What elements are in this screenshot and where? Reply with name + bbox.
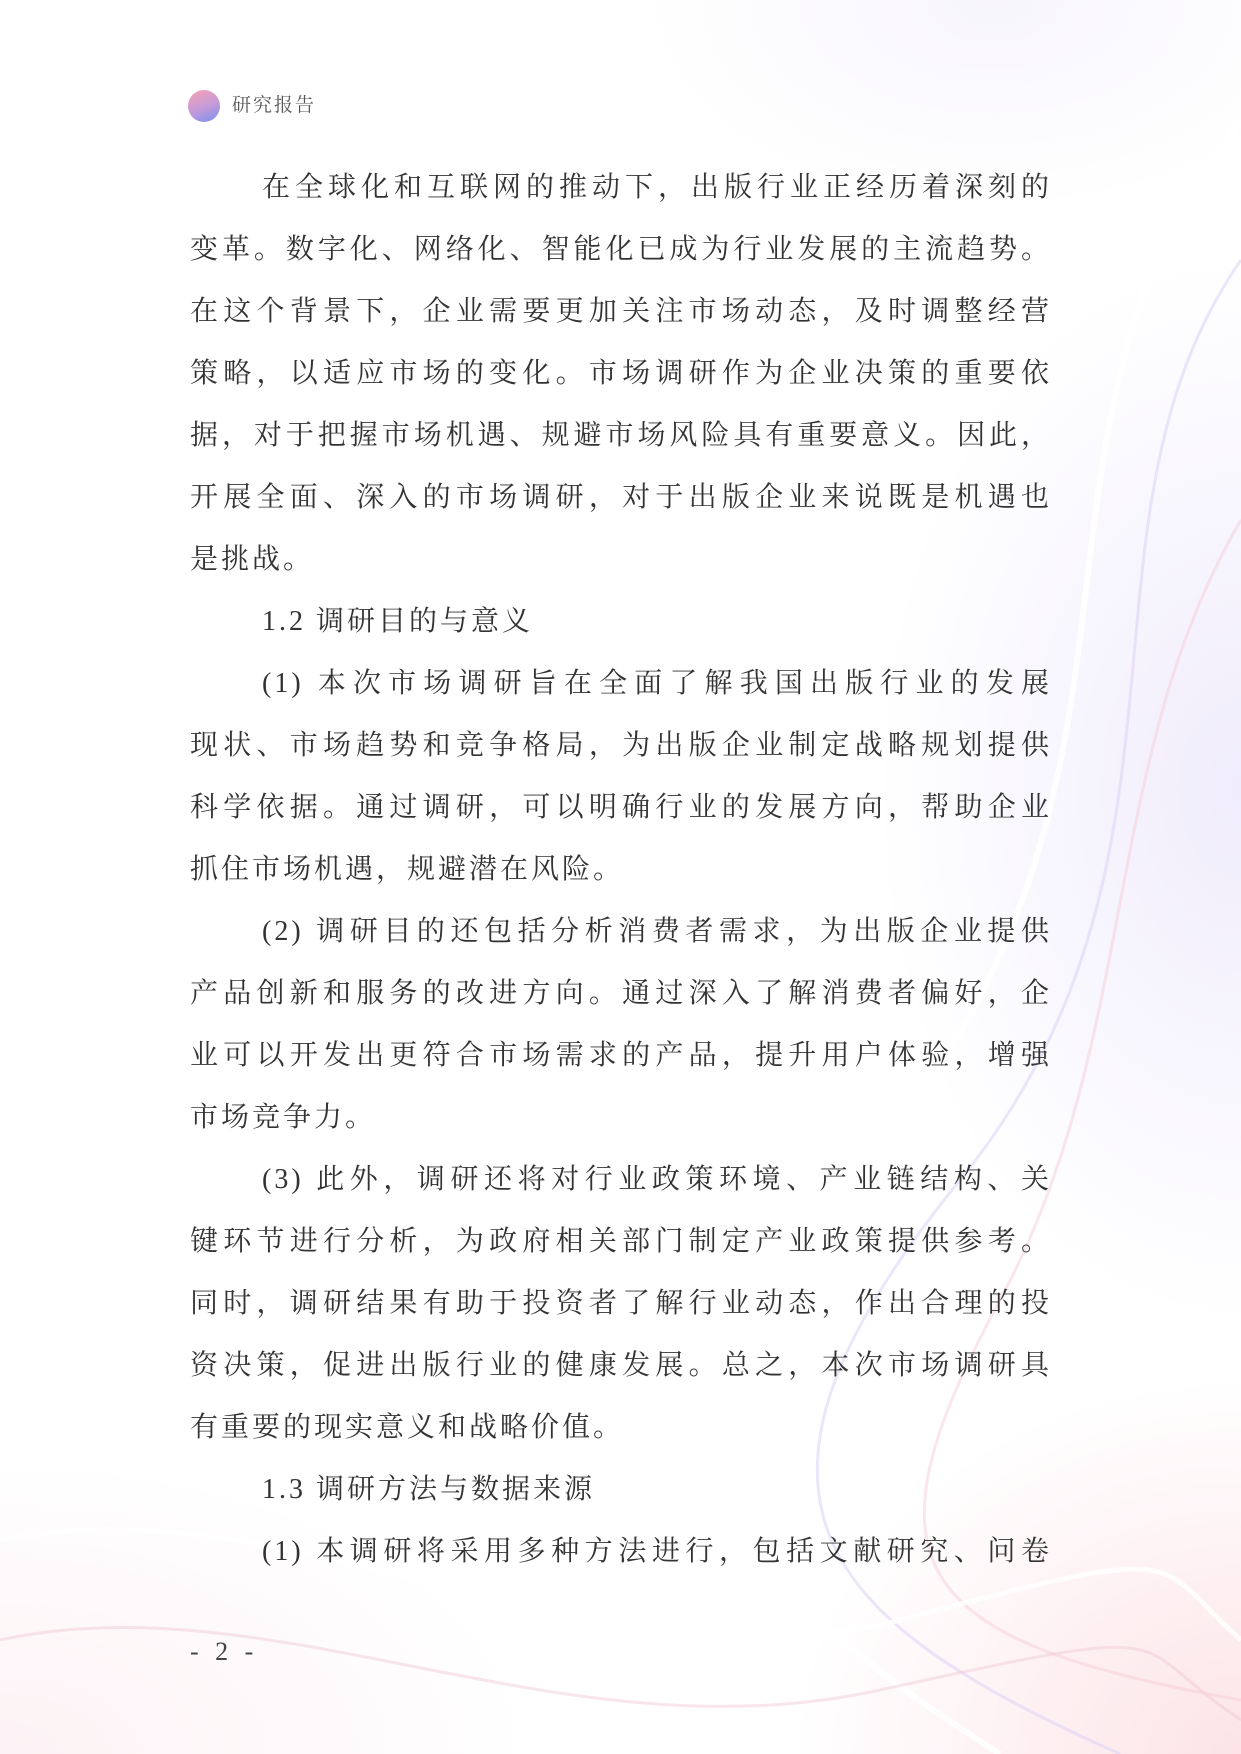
section-heading: 1.2 调研目的与意义: [262, 606, 534, 637]
text-line: 科学依据。通过调研，可以明确行业的发展方向，帮助企业: [190, 792, 1052, 823]
text-line: 变革。数字化、网络化、智能化已成为行业发展的主流趋势。: [190, 234, 1052, 265]
text-line: 开展全面、深入的市场调研，对于出版企业来说既是机遇也: [190, 482, 1052, 513]
text-line: 抓住市场机遇，规避潜在风险。: [190, 854, 625, 885]
text-line: 产品创新和服务的改进方向。通过深入了解消费者偏好，企: [190, 978, 1052, 1009]
text-line: 策略，以适应市场的变化。市场调研作为企业决策的重要依: [190, 358, 1052, 389]
text-line: 键环节进行分析，为政府相关部门制定产业政策提供参考。: [190, 1226, 1052, 1257]
section-heading: 1.3 调研方法与数据来源: [262, 1474, 596, 1505]
page-number: - 2 -: [190, 1637, 259, 1666]
gradient-circle-logo-icon: [188, 90, 220, 122]
text-line: (3) 此外，调研还将对行业政策环境、产业链结构、关: [262, 1164, 1052, 1195]
text-line: 资决策，促进出版行业的健康发展。总之，本次市场调研具: [190, 1350, 1052, 1381]
report-header-label: 研究报告: [232, 95, 317, 116]
text-line: 市场竞争力。: [190, 1102, 377, 1133]
text-line: (1) 本次市场调研旨在全面了解我国出版行业的发展: [262, 668, 1052, 699]
text-line: 在全球化和互联网的推动下，出版行业正经历着深刻的: [262, 172, 1052, 203]
text-line: 是挑战。: [190, 544, 315, 575]
text-line: 业可以开发出更符合市场需求的产品，提升用户体验，增强: [190, 1040, 1052, 1071]
text-line: 据，对于把握市场机遇、规避市场风险具有重要意义。因此，: [190, 420, 1052, 451]
text-line: (2) 调研目的还包括分析消费者需求，为出版企业提供: [262, 916, 1052, 947]
text-line: 同时，调研结果有助于投资者了解行业动态，作出合理的投: [190, 1288, 1052, 1319]
text-line: 现状、市场趋势和竞争格局，为出版企业制定战略规划提供: [190, 730, 1052, 761]
text-line: (1) 本调研将采用多种方法进行，包括文献研究、问卷: [262, 1536, 1052, 1567]
text-line: 有重要的现实意义和战略价值。: [190, 1412, 625, 1443]
document-body: [190, 157, 1052, 1583]
text-line: 在这个背景下，企业需要更加关注市场动态，及时调整经营: [190, 296, 1052, 327]
